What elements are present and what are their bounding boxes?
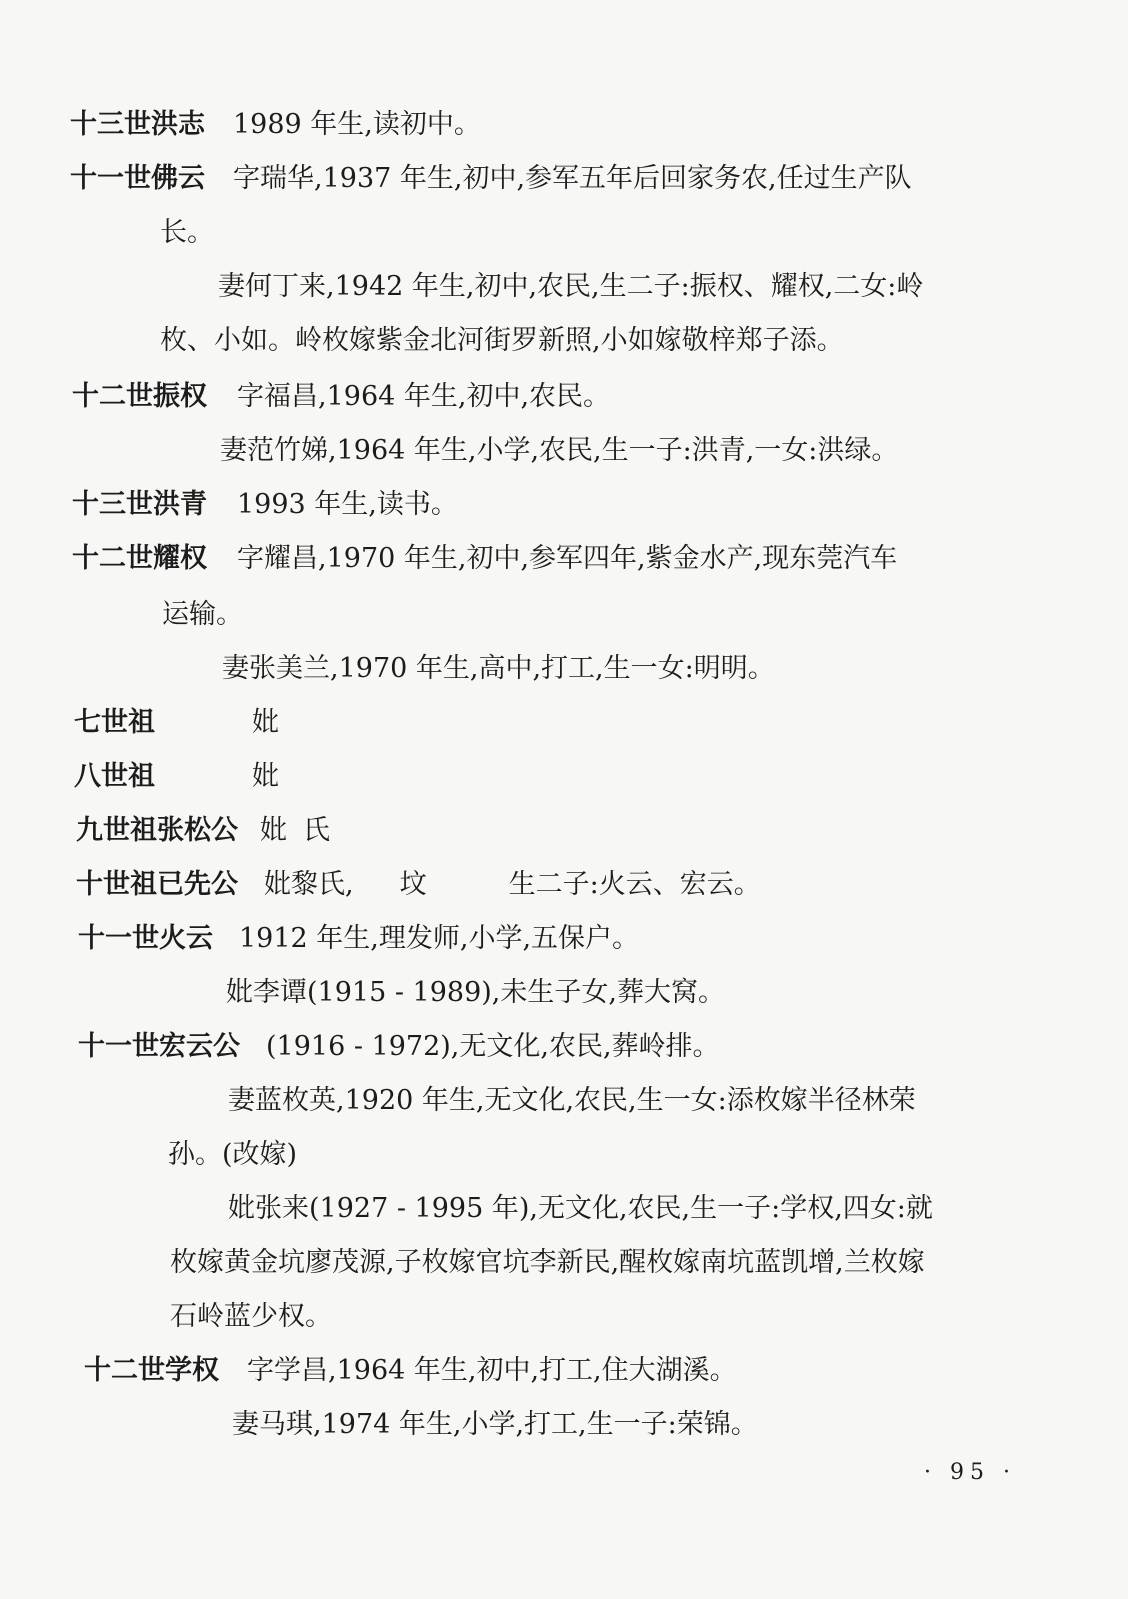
generation-heading: 十一世火云 [78, 923, 213, 954]
generation-heading: 十三世洪青 [72, 489, 207, 520]
entry-line [170, 1246, 925, 1280]
entry-text: 妣 [252, 707, 279, 738]
entry-text: 妣张来(1927 - 1995 年),无文化,农民,生一子:学权,四女:就 [228, 1193, 933, 1224]
entry-text: 妣黎氏, [264, 869, 354, 900]
entry-line [168, 1138, 297, 1172]
entry-text: 字福昌,1964 年生,初中,农民。 [237, 381, 611, 412]
entry-line [170, 1300, 332, 1334]
entry-text: 孙。(改嫁) [168, 1139, 298, 1170]
entry-text: 长。 [160, 217, 214, 248]
entry-line [76, 814, 330, 848]
page-number: · 95 · [924, 1460, 1016, 1485]
entry-line [228, 1192, 933, 1226]
entry-text-2: 坟 [399, 869, 427, 900]
generation-heading: 七世祖 [74, 707, 155, 738]
entry-text: 枚嫁黄金坑廖茂源,子枚嫁官坑李新民,醒枚嫁南坑蓝凯增,兰枚嫁 [170, 1247, 925, 1278]
entry-text: 字瑞华,1937 年生,初中,参军五年后回家务农,任过生产队 [233, 163, 912, 194]
entry-line [228, 1084, 916, 1118]
entry-text-2: 氏 [303, 815, 330, 846]
entry-line [160, 324, 844, 358]
entry-line [74, 706, 279, 740]
entry-line [78, 922, 639, 956]
entry-line [72, 380, 610, 414]
entry-text: 妻蓝枚英,1920 年生,无文化,农民,生一女:添枚嫁半径林荣 [228, 1085, 916, 1116]
entry-line [72, 488, 458, 522]
entry-line [76, 868, 761, 902]
entry-line [160, 216, 214, 250]
entry-text: 妣李谭(1915 - 1989),未生子女,葬大窝。 [226, 977, 725, 1008]
entry-text: 枚、小如。岭枚嫁紫金北河街罗新照,小如嫁敬梓郑子添。 [160, 325, 844, 356]
generation-heading: 十二世学权 [84, 1355, 219, 1386]
entry-text: 妻马琪,1974 年生,小学,打工,生一子:荣锦。 [232, 1409, 758, 1440]
entry-line [70, 108, 481, 142]
entry-line [226, 976, 725, 1010]
entry-text: 妣 [260, 815, 287, 846]
entry-line [220, 434, 898, 468]
entry-text: 妻何丁来,1942 年生,初中,农民,生二子:振权、耀权,二女:岭 [218, 271, 924, 302]
entry-line [74, 760, 279, 794]
entry-text: 妻张美兰,1970 年生,高中,打工,生一女:明明。 [222, 653, 775, 684]
entry-text-3: 生二子:火云、宏云。 [508, 869, 761, 900]
generation-heading: 十二世振权 [72, 381, 207, 412]
entry-text: 石岭蓝少权。 [170, 1301, 332, 1332]
generation-heading: 十三世洪志 [70, 109, 205, 140]
entry-text: 1993 年生,读书。 [237, 489, 458, 520]
entry-line [162, 598, 243, 632]
entry-text: 妣 [252, 761, 279, 792]
entry-text: (1916 - 1972),无文化,农民,葬岭排。 [266, 1031, 720, 1062]
entry-text: 字学昌,1964 年生,初中,打工,住大湖溪。 [247, 1355, 737, 1386]
entry-line [232, 1408, 758, 1442]
entry-line [222, 652, 775, 686]
entry-text: 字耀昌,1970 年生,初中,参军四年,紫金水产,现东莞汽车 [237, 543, 898, 574]
generation-heading: 十二世耀权 [72, 543, 207, 574]
generation-heading: 九世祖张松公 [76, 815, 238, 846]
entry-line [84, 1354, 737, 1388]
entry-text: 运输。 [162, 599, 243, 630]
entry-line [70, 162, 912, 196]
entry-text: 妻范竹娣,1964 年生,小学,农民,生一子:洪青,一女:洪绿。 [220, 435, 899, 466]
generation-heading: 十一世佛云 [70, 163, 205, 194]
entry-line [218, 270, 923, 304]
entry-line [78, 1030, 720, 1064]
generation-heading: 十世祖已先公 [76, 869, 238, 900]
generation-heading: 八世祖 [74, 761, 155, 792]
entry-text: 1989 年生,读初中。 [233, 109, 481, 140]
entry-text: 1912 年生,理发师,小学,五保户。 [239, 923, 640, 954]
generation-heading: 十一世宏云公 [78, 1031, 240, 1062]
entry-line [72, 542, 897, 576]
